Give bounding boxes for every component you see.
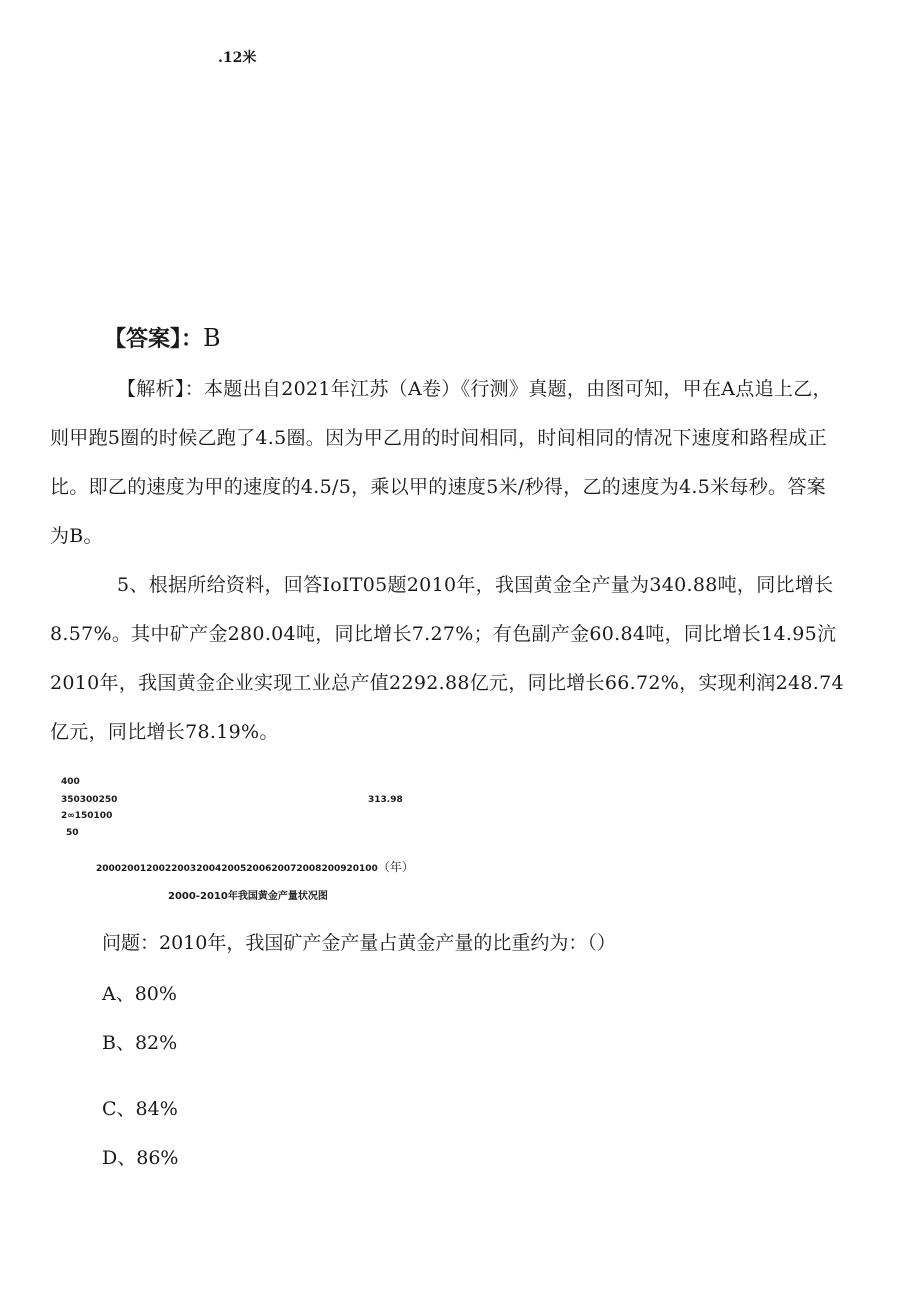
answer-line <box>104 322 221 353</box>
analysis-line: 为B。 <box>50 525 103 547</box>
analysis-line: 比。即乙的速度为甲的速度的4.5/5，乘以甲的速度5米/秒得，乙的速度为4.5米每秒。答案 <box>50 476 826 498</box>
question5-paragraph <box>50 561 872 757</box>
question5-line: 5、根据所给资料，回答IoIT05题2010年，我国黄金全产量为340.88吨，同比增长 <box>117 574 834 596</box>
answer-value: B <box>203 324 221 352</box>
top-fragment-label: .12米 <box>218 50 257 66</box>
y-tick-label: 400 <box>61 777 80 787</box>
option-d[interactable]: D、86% <box>102 1147 179 1169</box>
x-axis-ticks <box>96 858 414 875</box>
question5-line: 亿元，同比增长78.19%。 <box>50 721 279 743</box>
y-tick-label: 50 <box>66 828 79 838</box>
data-label: 313.98 <box>368 795 403 805</box>
y-tick-label: 350300250 <box>61 795 118 805</box>
chart-title: 2000-2010年我国黄金产量状况图 <box>168 891 328 902</box>
y-tick-label: 2∞150100 <box>61 811 113 821</box>
answer-key: 【答案】： <box>104 327 204 352</box>
question-stem: 问题：2010年，我国矿产金产量占黄金产量的比重约为：（） <box>102 932 616 954</box>
question5-line: 8.57%。其中矿产金280.04吨，同比增长7.27%；有色副产金60.84吨，同比增长14.95沆 <box>50 623 837 645</box>
analysis-line: 则甲跑5圈的时候乙跑了4.5圈。因为甲乙用的时间相同，时间相同的情况下速度和路程成正 <box>50 427 827 449</box>
analysis-paragraph <box>50 365 872 561</box>
option-a[interactable]: A、80% <box>102 983 177 1005</box>
x-tick-labels: 200020012002200320042005200620072008200920100 <box>96 864 378 874</box>
analysis-line: 【解析】：本题出自2021年江苏（A卷）《行测》真题，由图可知，甲在A点追上乙， <box>117 378 832 400</box>
option-c[interactable]: C、84% <box>102 1098 178 1120</box>
question5-line: 2010年，我国黄金企业实现工业总产值2292.88亿元，同比增长66.72%，实现利润248.74 <box>50 672 844 694</box>
x-axis-unit: （年） <box>377 860 414 874</box>
option-b[interactable]: B、82% <box>102 1032 178 1054</box>
